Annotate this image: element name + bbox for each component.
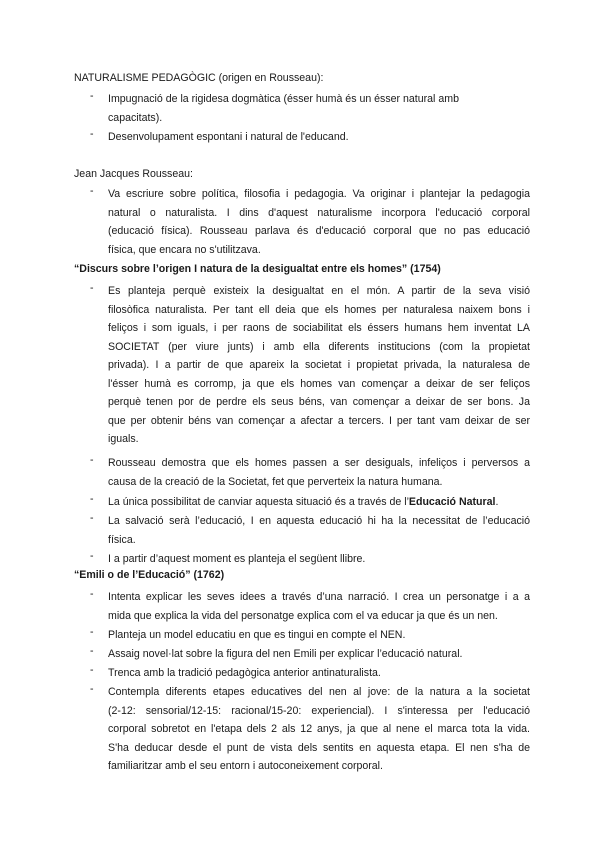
text-line: corporal sobretot en l'etapa dels 2 als 12 anys, ja que al nene el marca tota la vida. — [108, 723, 530, 735]
bullet-dash: - — [90, 493, 94, 505]
text-line: (educació física). Rousseau parlava és d'educació corporal que no pas educació — [108, 225, 530, 237]
text-line: Impugnació de la rigidesa dogmàtica (ésser humà és un ésser natural amb — [108, 93, 459, 105]
text-line: capacitats). — [108, 111, 163, 124]
text-line: iguals. — [108, 433, 139, 445]
text-line: feliços i som iguals, i per raons de sociabilitat els éssers humans hem inventat LA — [108, 322, 530, 334]
bullet-dash: - — [90, 550, 94, 562]
text-line: Rousseau demostra que els homes passen a ser desiguals, infeliços i perversos a — [108, 457, 530, 469]
text-line: física, que encara no s'utilitzava. — [108, 243, 261, 256]
bullet-dash: - — [90, 185, 94, 197]
text-line: Trenca amb la tradició pedagògica anterior antinaturalista. — [108, 667, 381, 679]
text-line: Es planteja perquè existeix la desigualtat en el món. A partir de la seva visió — [108, 285, 530, 297]
text-line — [108, 493, 530, 512]
bullet-dash: - — [90, 454, 94, 466]
text-line: I a partir d’aquest moment es planteja el següent llibre. — [108, 553, 366, 565]
bullet-dash: - — [90, 588, 94, 600]
text-segment: . — [495, 496, 499, 508]
bullet-dash: - — [90, 645, 94, 657]
text-line: l'ésser humà es corromp, ja que els homes van començar a deixar de ser feliços — [108, 377, 530, 390]
section-title-rousseau: Jean Jacques Rousseau: — [74, 168, 193, 180]
text-line: Desenvolupament espontani i natural de l'educand. — [108, 131, 349, 143]
text-line: (2-12: sensorial/12-15: racional/15-20: experiencial). I s'interessa per l'educació — [108, 704, 530, 717]
section-title-discurs: “Discurs sobre l’origen I natura de la desigualtat entre els homes” (1754) — [74, 263, 441, 275]
text-line: natural o naturalista. I dins d'aquest naturalisme incorpora l'educació corporal — [108, 206, 530, 219]
section-title-emili: “Emili o de l’Educació” (1762) — [74, 569, 225, 581]
bullet-dash: - — [90, 683, 94, 695]
text-line: privada). I a partir de que apareix la societat i propietat privada, la naturalesa de — [108, 359, 530, 371]
bullet-dash: - — [90, 128, 94, 140]
text-line: Planteja un model educatiu en que es tingui en compte el NEN. — [108, 629, 406, 641]
text-line: mida que explica la vida del personatge explica com el va educar ja que és un nen. — [108, 609, 498, 622]
text-segment: La única possibilitat de canviar aquesta situació és a través de l’ — [108, 496, 409, 508]
bullet-dash: - — [90, 512, 94, 524]
text-line: La salvació serà l’educació, I en aquesta educació hi ha la necessitat de l’educació — [108, 515, 530, 527]
text-line: perquè tenen por de perdre els seus béns, van començar a deixar de ser bons. Ja — [108, 396, 530, 408]
text-line: Intenta explicar les seves idees a través d’una narració. I crea un personatge i a a — [108, 591, 530, 603]
section-title-naturalisme: NATURALISME PEDAGÒGIC (origen en Rousseau): — [74, 72, 324, 84]
text-line: SOCIETAT (per viure junts) i amb ella diferents institucions (com la propietat — [108, 340, 530, 353]
bullet-dash: - — [90, 282, 94, 294]
text-line: causa de la creació de la Societat, fet que perverteix la natura humana. — [108, 475, 443, 488]
bullet-dash: - — [90, 664, 94, 676]
text-line: filosòfica naturalista. Per tant ell deia que els homes per naturalesa naixem bons i — [108, 303, 530, 316]
text-line: Contempla diferents etapes educatives del nen al jove: de la natura a la societat — [108, 686, 530, 698]
bullet-dash: - — [90, 626, 94, 638]
text-line: que per obtenir béns van començar a afectar a tercers. I per tant vam deixar de ser — [108, 414, 530, 427]
bold-phrase: Educació Natural — [408, 496, 496, 508]
bullet-dash: - — [90, 90, 94, 102]
text-line: familiaritzar amb el seu entorn i autoconeixement corporal. — [108, 760, 383, 772]
text-line: Va escriure sobre política, filosofia i pedagogia. Va originar i plantejar la pedagogia — [108, 188, 530, 200]
text-line: S'ha deducar desde el punt de vista dels sentits en aquesta etapa. El nen s'ha de — [108, 741, 530, 754]
text-line: física. — [108, 533, 136, 546]
text-line: Assaig novel·lat sobre la figura del nen Emili per explicar l’educació natural. — [108, 648, 463, 660]
